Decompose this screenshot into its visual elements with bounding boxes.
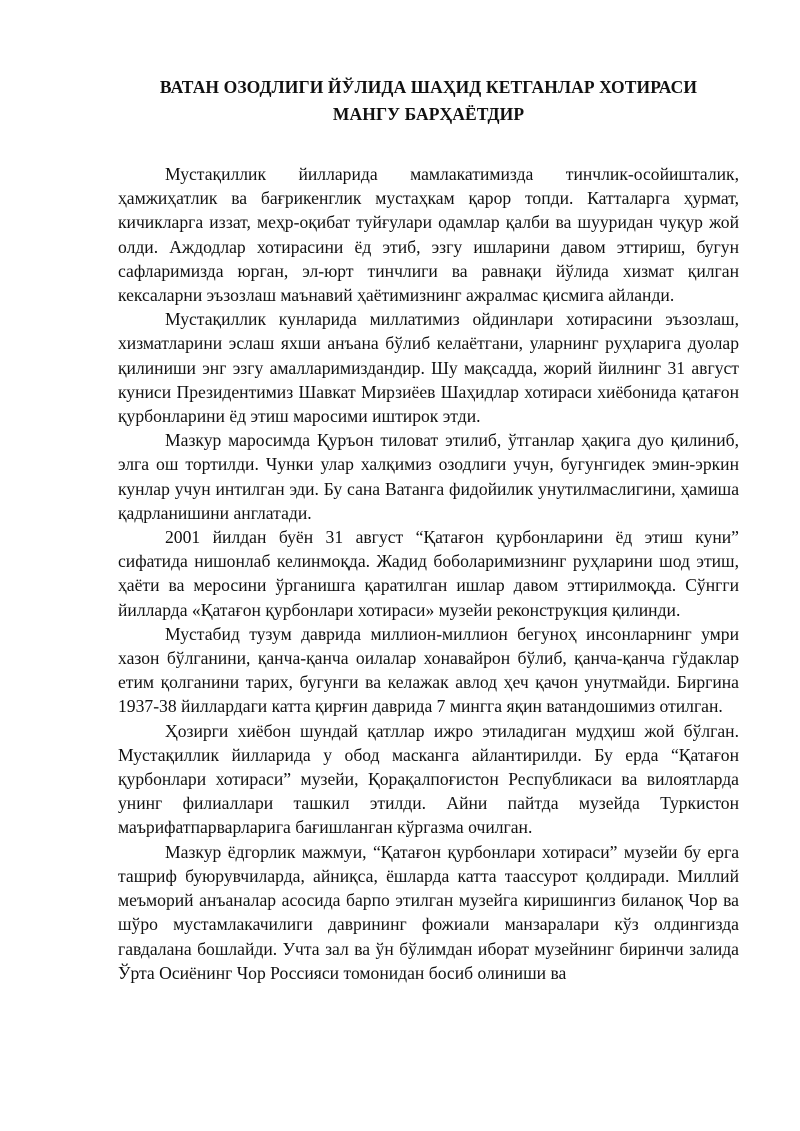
title-line-1: ВАТАН ОЗОДЛИГИ ЙЎЛИДА ШАҲИД КЕТГАНЛАР ХОТИРАСИ	[159, 77, 698, 97]
document-title	[118, 74, 739, 128]
paragraph-6: Ҳозирги хиёбон шундай қатллар ижро этиладиган мудҳиш жой бўлган. Мустақиллик йилларида у обод масканга айлантирилди. Бу ерда “Қатағон қурбонлари хотираси” музейи, Қорақалпоғистон Республикаси ва вилоятларда унинг филиаллари ташкил этилди. Айни пайтда музейда Туркистон маърифатпарварларига бағишланган кўргазма очилган.	[118, 720, 739, 838]
paragraph-4: 2001 йилдан буён 31 август “Қатағон қурбонларини ёд этиш куни” сифатида нишонлаб келинмоқда. Жадид боболаримизнинг руҳларини шод этиш, ҳаёти ва меросини ўрганишга қаратилган ишлар давом эттирилмоқда. Сўнгги йилларда «Қатағон қурбонлари хотираси» музейи реконструкция қилинди.	[118, 527, 739, 620]
paragraph-7: Мазкур ёдгорлик мажмуи, “Қатағон қурбонлари хотираси” музейи бу ерга ташриф буюрувчиларда, айниқса, ёшларда катта таассурот қолдиради. Миллий меъморий анъаналар асосида барпо этилган музейга киришингиз биланоқ Чор ва шўро мустамлакачилиги даврининг фожиали манзаралари кўз олдингизда гавдалана бошлайди. Учта зал ва ўн бўлимдан иборат музейнинг биринчи залида Ўрта Осиёнинг Чор Россияси томонидан босиб олиниши ва	[118, 841, 739, 983]
title-line-2: МАНГУ БАРҲАЁТДИР	[332, 104, 525, 124]
paragraph-5: Мустабид тузум даврида миллион-миллион бегуноҳ инсонларнинг умри хазон бўлганини, қанча-қанча оилалар хонавайрон бўлиб, қанча-қанча гўдаклар етим қолганини тарих, бугунги ва келажак авлод ҳеч қачон унутмайди. Биргина 1937-38 йиллардаги катта қирғин даврида 7 мингга яқин ватандошимиз отилган.	[118, 623, 739, 717]
paragraph-3: Мазкур маросимда Қуръон тиловат этилиб, ўтганлар ҳақига дуо қилиниб, элга ош тортилди. Чунки улар халқимиз озодлиги учун, бугунгидек эмин-эркин кунлар учун интилган эди. Бу сана Ватанга фидойилик унутилмаслигини, ҳамиша қадрланишини англатади.	[118, 430, 739, 523]
document-body	[118, 162, 739, 985]
paragraph-1: Мустақиллик йилларида мамлакатимизда тинчлик-осойишталик, ҳамжиҳатлик ва бағрикенглик мустаҳкам қарор топди. Катталарга ҳурмат, кичикларга иззат, меҳр-оқибат туйғулари одамлар қалби ва шууридан чуқур жой олди. Аждодлар хотирасини ёд этиб, эзгу ишларини давом эттириш, бугун сафларимизда юрган, эл-юрт тинчлиги ва равнақи йўлида хизмат қилган кексаларни эъзозлаш маънавий ҳаётимизнинг ажралмас қисмига айланди.	[118, 164, 739, 306]
paragraph-2: Мустақиллик кунларида миллатимиз ойдинлари хотирасини эъзозлаш, хизматларини эслаш яхши анъана бўлиб келаётгани, уларнинг руҳларига дуолар қилиниши энг эзгу амалларимиздандир. Шу мақсадда, жорий йилнинг 31 август куниси Президентимиз Шавкат Мирзиёев Шаҳидлар хотираси хиёбонида қатағон қурбонларини ёд этиш маросими иштирок этди.	[118, 309, 739, 427]
